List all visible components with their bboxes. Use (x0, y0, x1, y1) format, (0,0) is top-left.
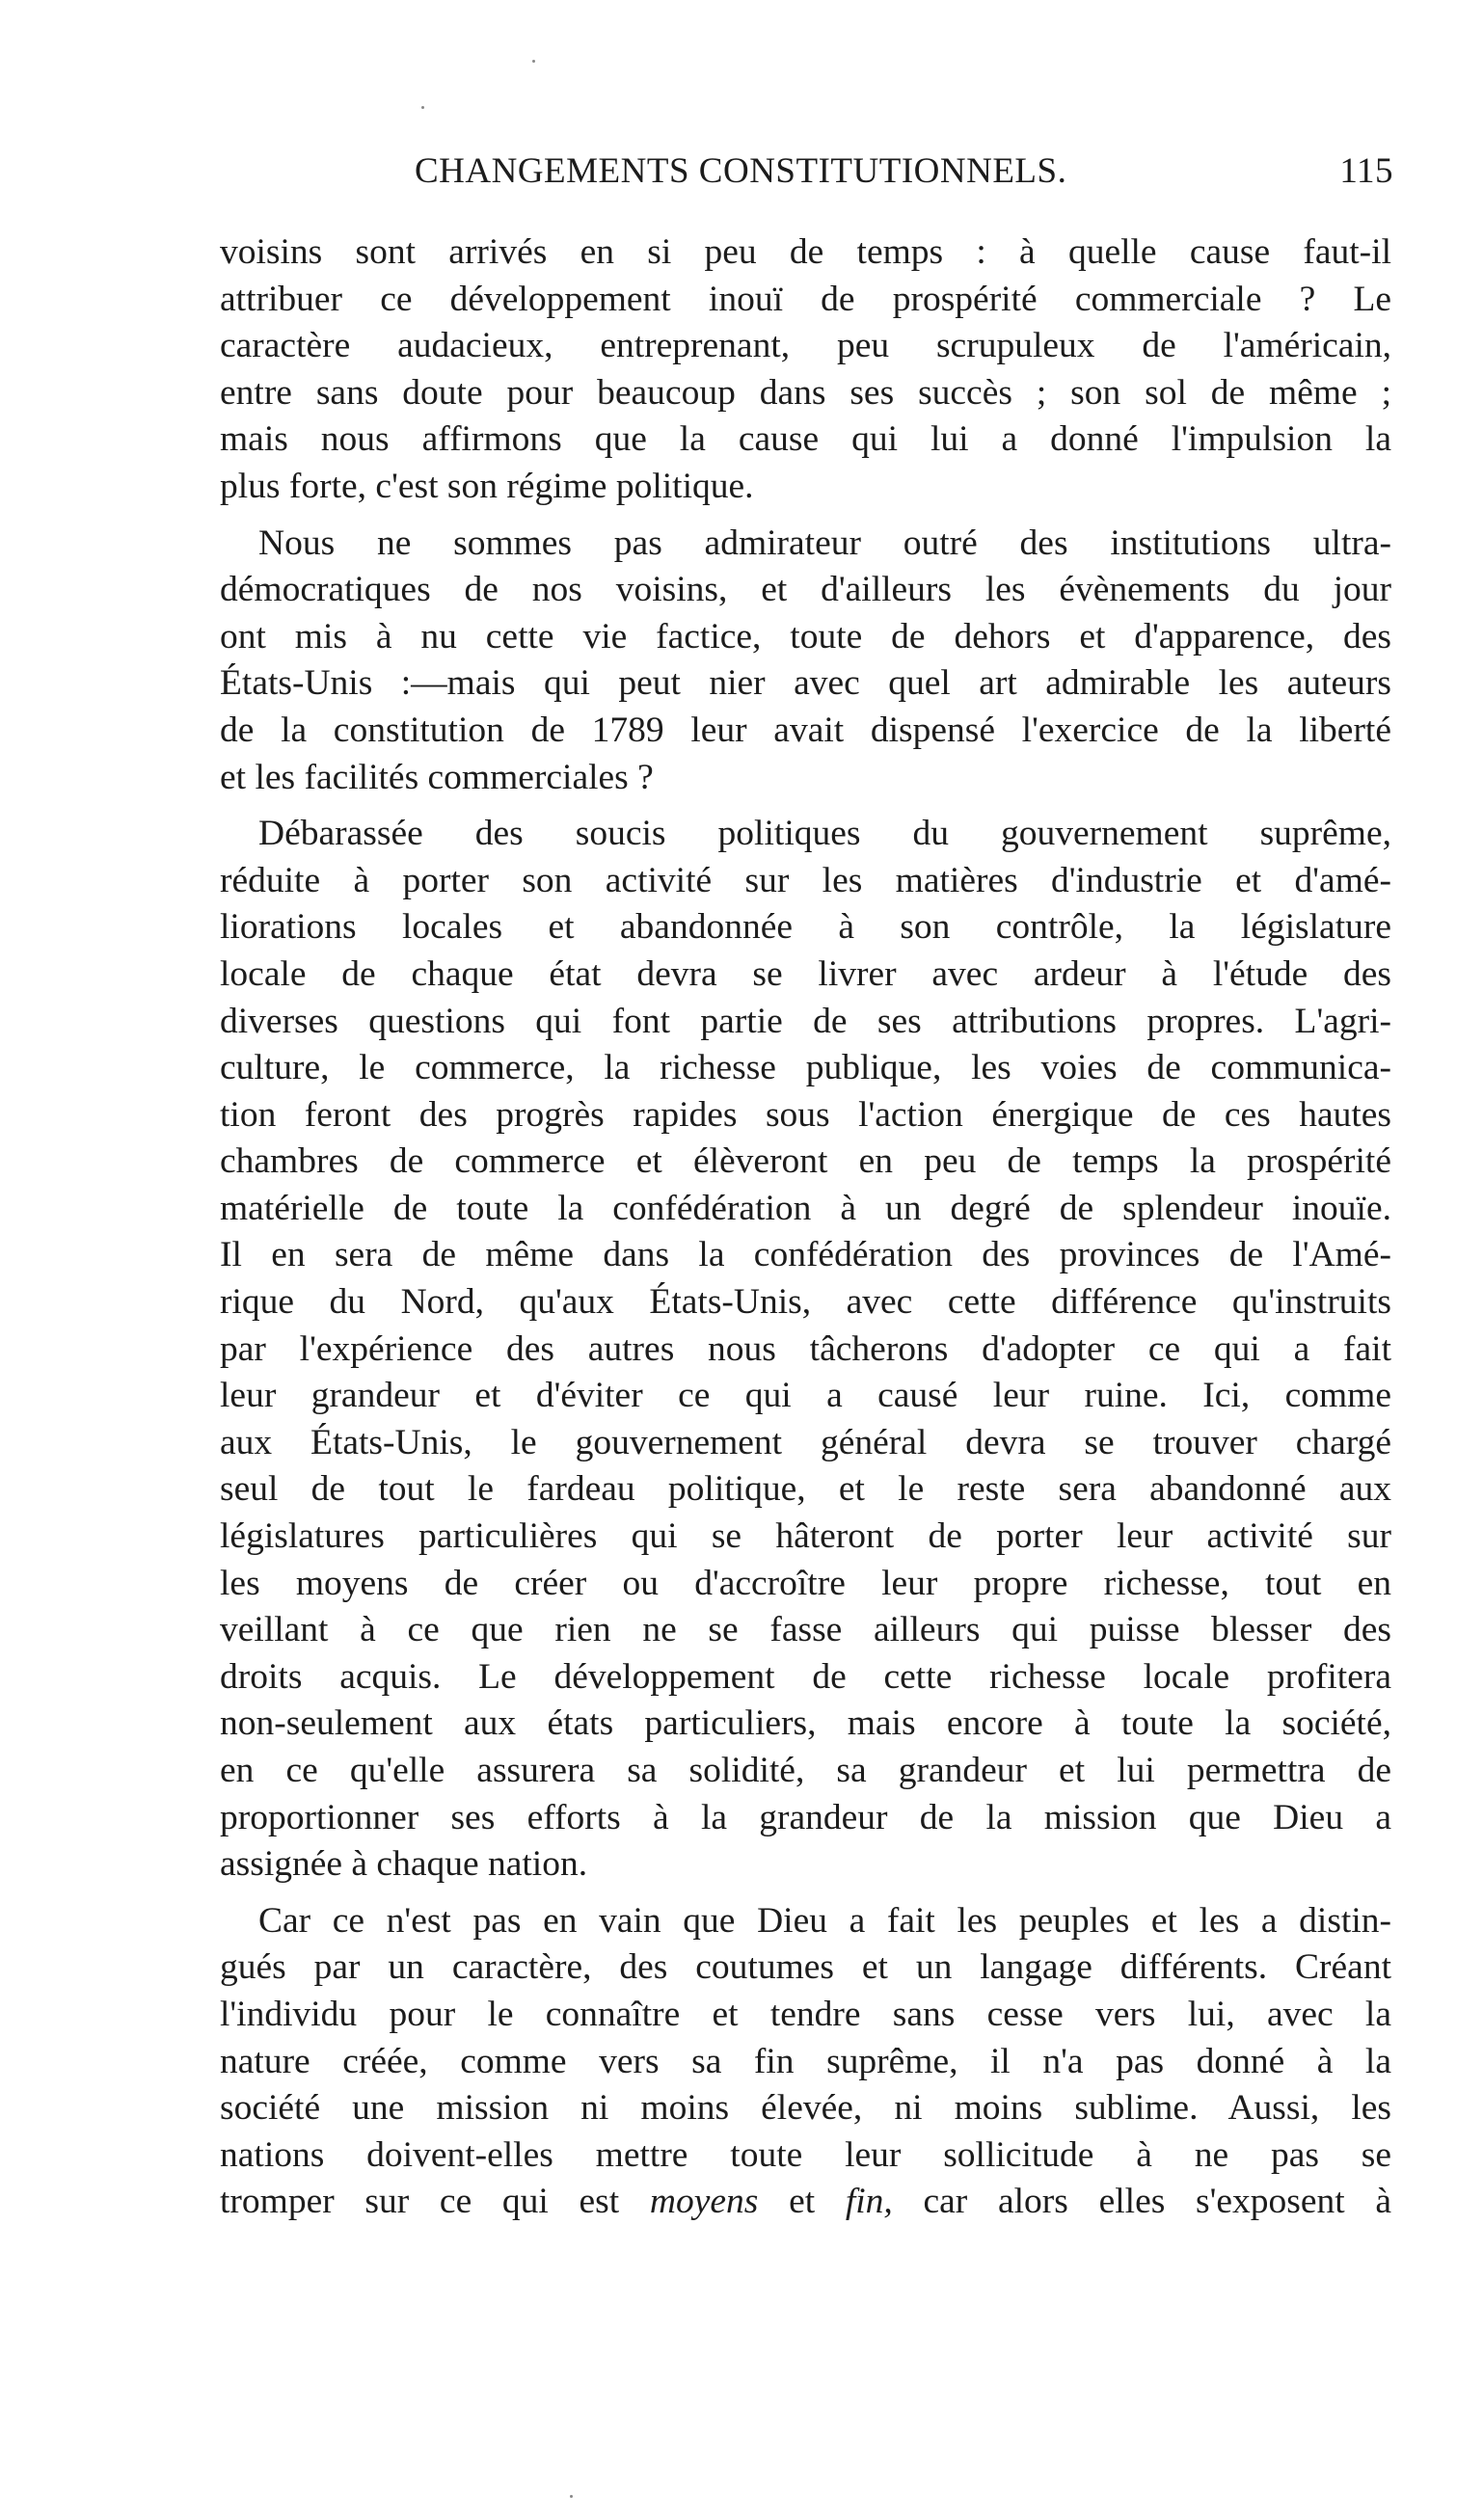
text-line: nature créée, comme vers sa fin suprême, il n'a pas donné à la (220, 2041, 1391, 2081)
text-line: culture, le commerce, la richesse publique, les voies de communica- (220, 1048, 1391, 1088)
text-line: par l'expérience des autres nous tâcherons d'adopter ce qui a fait (220, 1328, 1391, 1369)
emphasis-moyens: moyens (649, 2182, 759, 2222)
text-line: législatures particulières qui se hâteront de porter leur activité sur (220, 1516, 1391, 1557)
running-title: CHANGEMENTS CONSTITUTIONNELS. (415, 151, 1067, 191)
paragraph-1 (220, 229, 1391, 511)
body-text (220, 229, 1391, 2226)
text-line: en ce qu'elle assurera sa solidité, sa grandeur et lui permettra de (220, 1751, 1391, 1790)
text-line: liorations locales et abandonnée à son contrôle, la législature (220, 907, 1391, 948)
text-line: caractère audacieux, entreprenant, peu scrupuleux de l'américain, (220, 326, 1391, 366)
text-line: locale de chaque état devra se livrer avec ardeur à l'étude des (220, 953, 1391, 994)
text-line: diverses questions qui font partie de ses attributions propres. L'agri- (220, 1001, 1391, 1041)
text-line: mais nous affirmons que la cause qui lui a donné l'impulsion la (220, 419, 1391, 460)
paragraph-4 (220, 1898, 1391, 2226)
paragraph-2 (220, 521, 1391, 802)
text-segment: et (758, 2182, 846, 2222)
paragraph-3 (220, 811, 1391, 1889)
text-line: l'individu pour le connaître et tendre sans cesse vers lui, avec la (220, 1994, 1391, 2034)
running-header (415, 143, 1393, 201)
text-line: veillant à ce que rien ne se fasse ailleurs qui puisse blesser des (220, 1610, 1391, 1650)
text-line: seul de tout le fardeau politique, et le reste sera abandonné aux (220, 1469, 1391, 1510)
text-line: rique du Nord, qu'aux États-Unis, avec cette différence qu'instruits (220, 1282, 1391, 1323)
text-line: chambres de commerce et élèveront en peu de temps la prospérité (220, 1141, 1391, 1182)
text-line: société une mission ni moins élevée, ni moins sublime. Aussi, les (220, 2088, 1391, 2129)
text-line-with-emphasis (220, 2179, 1391, 2226)
text-line: et les facilités commerciales ? (220, 757, 654, 797)
paper-speck (421, 106, 424, 109)
text-line: Nous ne sommes pas admirateur outré des institutions ultra- (258, 523, 1391, 563)
text-line: proportionner ses efforts à la grandeur de la mission que Dieu a (220, 1797, 1391, 1837)
text-line: droits acquis. Le développement de cette richesse locale profitera (220, 1656, 1391, 1697)
text-line: démocratiques de nos voisins, et d'ailleurs les évènements du jour (220, 570, 1391, 610)
text-line: attribuer ce développement inouï de prospérité commerciale ? Le (220, 279, 1391, 319)
text-line: États-Unis :—mais qui peut nier avec quel art admirable les auteurs (220, 663, 1391, 704)
text-line: réduite à porter son activité sur les matières d'industrie et d'amé- (220, 860, 1391, 900)
text-line: assignée à chaque nation. (220, 1844, 588, 1885)
text-line: aux États-Unis, le gouvernement général devra se trouver chargé (220, 1422, 1391, 1462)
paper-speck (570, 2495, 573, 2498)
text-line: voisins sont arrivés en si peu de temps : à quelle cause faut-il (220, 232, 1391, 272)
text-line: les moyens de créer ou d'accroître leur propre richesse, tout en (220, 1563, 1391, 1603)
text-line: Débarassée des soucis politiques du gouvernement suprême, (258, 814, 1391, 854)
text-line: gués par un caractère, des coutumes et un langage différents. Créant (220, 1947, 1391, 1988)
text-line: Il en sera de même dans la confédération des provinces de l'Amé- (220, 1235, 1391, 1275)
text-line: ont mis à nu cette vie factice, toute de dehors et d'apparence, des (220, 616, 1391, 657)
text-line: Car ce n'est pas en vain que Dieu a fait les peuples et les a distin- (258, 1900, 1391, 1941)
text-line: plus forte, c'est son régime politique. (220, 466, 754, 506)
text-line: nations doivent-elles mettre toute leur sollicitude à ne pas se (220, 2134, 1391, 2175)
text-segment: tromper sur ce qui est (220, 2182, 650, 2222)
text-line: non-seulement aux états particuliers, mais encore à toute la société, (220, 1703, 1391, 1744)
text-segment: car alors elles s'exposent à (892, 2182, 1391, 2222)
text-line: matérielle de toute la confédération à un degré de splendeur inouïe. (220, 1188, 1391, 1228)
page-number: 115 (1339, 151, 1393, 191)
paper-speck (532, 60, 535, 63)
text-line: de la constitution de 1789 leur avait dispensé l'exercice de la liberté (220, 710, 1391, 750)
text-line: tion feront des progrès rapides sous l'action énergique de ces hautes (220, 1094, 1391, 1135)
text-line: entre sans doute pour beaucoup dans ses succès ; son sol de même ; (220, 372, 1391, 413)
text-line: leur grandeur et d'éviter ce qui a causé leur ruine. Ici, comme (220, 1376, 1391, 1416)
emphasis-fin: fin, (845, 2182, 893, 2222)
